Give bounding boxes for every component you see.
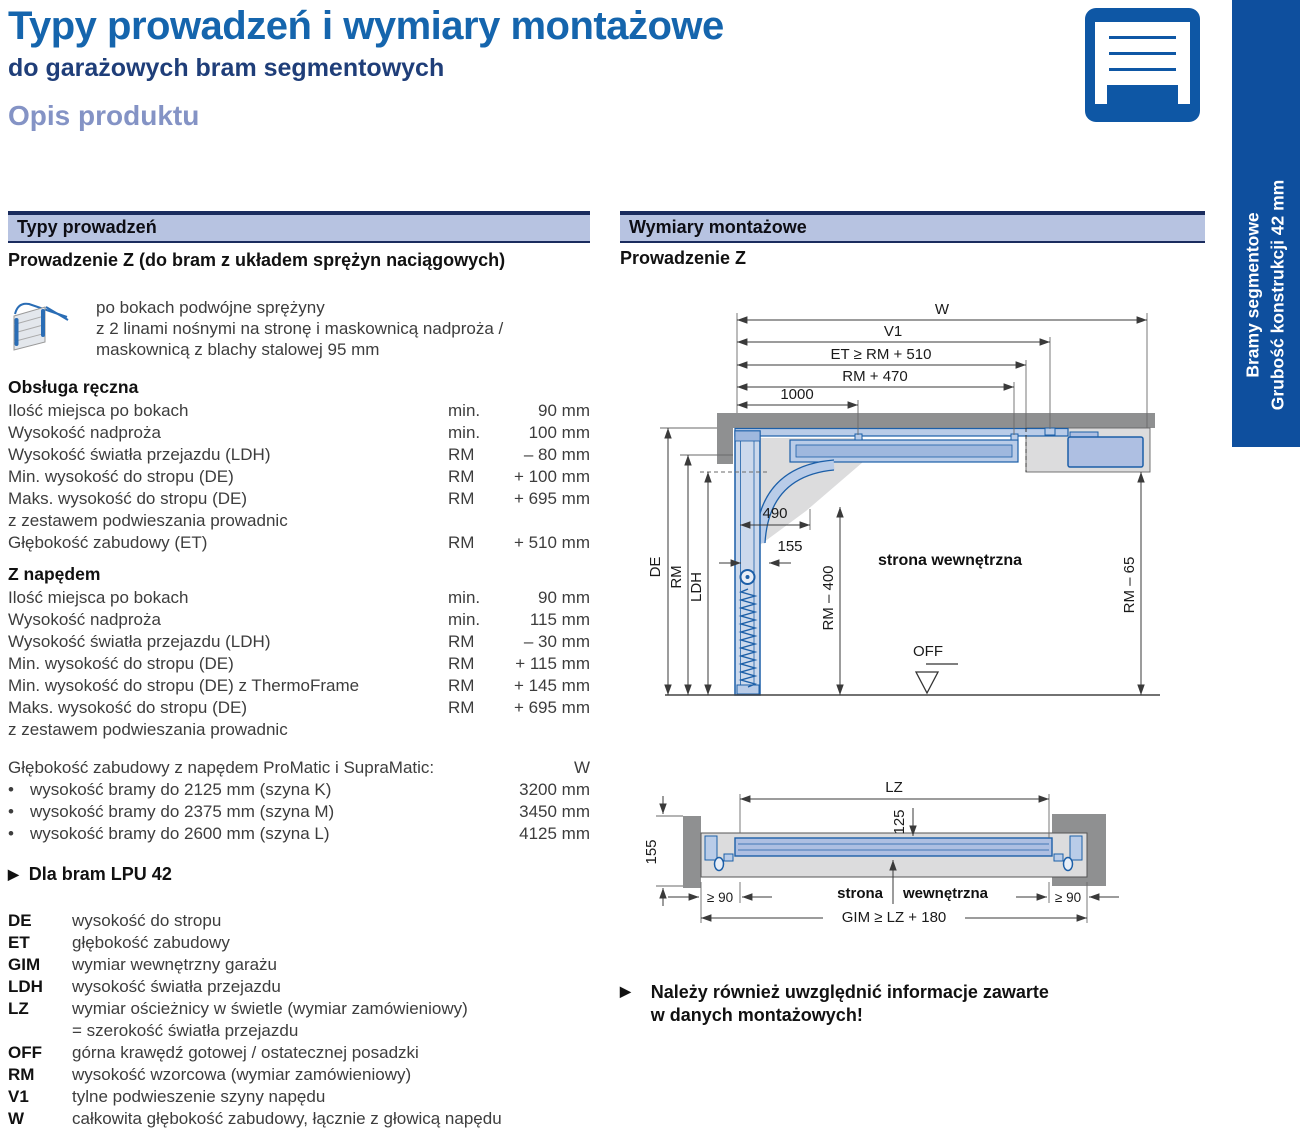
gim-dimension bbox=[701, 903, 1087, 926]
section-title: Opis produktu bbox=[8, 100, 200, 131]
definition-row: LDH wysokość światła przejazdu bbox=[8, 977, 281, 996]
lpu-note: ▶ Dla bram LPU 42 bbox=[8, 864, 172, 884]
table-row: Głębokość zabudowy (ET) RM + 510 mm bbox=[8, 533, 590, 552]
table-row: z zestawem podwieszania prowadnic bbox=[8, 720, 288, 739]
dim-lz: LZ bbox=[885, 779, 903, 796]
bullet-icon: • bbox=[8, 780, 14, 799]
operator-head bbox=[1068, 432, 1143, 467]
intro-text bbox=[96, 297, 503, 360]
side-banner-line1: Bramy segmentowe bbox=[1242, 212, 1263, 378]
dim-rm: RM bbox=[668, 565, 685, 589]
drive-table-title: Z napędem bbox=[8, 564, 101, 584]
footer-note-line1: Należy również uwzględnić informacje zawarte bbox=[650, 982, 1049, 1002]
manual-table bbox=[8, 400, 590, 554]
definition-row: ET głębokość zabudowy bbox=[8, 933, 230, 952]
sectional-door-icon bbox=[1085, 8, 1200, 127]
inner-side-a: strona bbox=[837, 885, 883, 902]
left-column bbox=[8, 211, 590, 1130]
sectional-door-icon-svg bbox=[1085, 8, 1200, 122]
definitions-list bbox=[8, 910, 590, 1130]
bullet-icon: • bbox=[8, 802, 14, 821]
dim-155: 155 bbox=[777, 538, 803, 555]
dim-ge90-right: ≥ 90 bbox=[1054, 890, 1082, 905]
roller bbox=[741, 570, 755, 584]
dim-155-group bbox=[643, 796, 683, 906]
v1-suspension-clamp bbox=[1045, 428, 1055, 435]
definition-row: RM wysokość wzorcowa (wymiar zamówieniowy) bbox=[8, 1065, 412, 1084]
definition-row: W całkowita głębokość zabudowy, łącznie z głowicą napędu bbox=[8, 1109, 502, 1128]
footer-note-text bbox=[651, 981, 1049, 1027]
lintel-wall bbox=[717, 428, 733, 464]
inner-dimensions bbox=[719, 472, 1141, 695]
intro-line1: po bokach podwójne sprężyny bbox=[96, 298, 325, 317]
dim-125-group bbox=[891, 808, 913, 836]
dim-155-plan: 155 bbox=[643, 839, 660, 865]
intro-line3: maskownicą z blachy stalowej 95 mm bbox=[96, 340, 380, 359]
ceiling bbox=[717, 413, 1155, 428]
table-row: Wysokość światła przejazdu (LDH) RM – 30 mm bbox=[8, 632, 590, 651]
definition-row: OFF górna krawędź gotowej / ostatecznej posadzki bbox=[8, 1043, 419, 1062]
table-row: Maks. wysokość do stropu (DE) RM + 695 mm bbox=[8, 489, 590, 508]
dim-rm470: RM + 470 bbox=[842, 368, 908, 385]
right-subheading: Prowadzenie Z bbox=[620, 248, 747, 268]
dim-490: 490 bbox=[762, 505, 788, 522]
depth-bullets bbox=[8, 779, 590, 845]
door-panel-plan bbox=[735, 838, 1052, 856]
left-subheading: Prowadzenie Z (do bram z układem sprężyn naciągowych) bbox=[8, 250, 506, 270]
table-row: Ilość miejsca po bokach min. 90 mm bbox=[8, 588, 590, 607]
table-row: Wysokość nadproża min. 115 mm bbox=[8, 610, 590, 629]
list-item: • wysokość bramy do 2125 mm (szyna K) 3200 mm bbox=[8, 780, 590, 799]
list-item: • wysokość bramy do 2375 mm (szyna M) 3450 mm bbox=[8, 802, 590, 821]
page-subtitle: do garażowych bram segmentowych bbox=[8, 54, 445, 82]
manual-table-title: Obsługa ręczna bbox=[8, 377, 139, 397]
definition-row: GIM wymiar wewnętrzny garażu bbox=[8, 955, 278, 974]
dim-v1: V1 bbox=[883, 323, 903, 340]
side-view-diagram bbox=[620, 295, 1205, 715]
dim-w: W bbox=[934, 301, 950, 318]
table-row: z zestawem podwieszania prowadnic bbox=[8, 511, 288, 530]
depth-heading-row bbox=[8, 757, 590, 779]
side-banner-line2: Grubość konstrukcji 42 mm bbox=[1268, 179, 1288, 411]
page-title: Typy prowadzeń i wymiary montażowe bbox=[8, 4, 724, 48]
table-row: Maks. wysokość do stropu (DE) RM + 695 mm bbox=[8, 698, 590, 717]
table-row: Min. wysokość do stropu (DE) RM + 115 mm bbox=[8, 654, 590, 673]
right-column bbox=[620, 211, 1205, 1126]
dim-125: 125 bbox=[891, 809, 908, 835]
left-section-bar: Typy prowadzeń bbox=[8, 211, 590, 243]
off-label: OFF bbox=[913, 643, 943, 660]
side-banner bbox=[1232, 0, 1300, 447]
list-item: • wysokość bramy do 2600 mm (szyna L) 4125 mm bbox=[8, 824, 590, 843]
side-banner-text bbox=[1241, 180, 1292, 411]
table-row: Ilość miejsca po bokach min. 90 mm bbox=[8, 401, 590, 420]
definition-row: LZ wymiar ościeżnicy w świetle (wymiar zamówieniowy) bbox=[8, 999, 468, 1018]
definition-row: DE wysokość do stropu bbox=[8, 911, 222, 930]
depth-heading: Głębokość zabudowy z napędem ProMatic i SupraMatic: bbox=[8, 758, 435, 777]
intro-row bbox=[8, 297, 590, 360]
dim-1000: 1000 bbox=[780, 386, 814, 403]
definition-row: V1 tylne podwieszenie szyny napędu bbox=[8, 1087, 326, 1106]
dim-et: ET ≥ RM + 510 bbox=[830, 346, 932, 363]
footer-note-line2: w danych montażowych! bbox=[650, 1005, 863, 1025]
table-row: Min. wysokość do stropu (DE) z ThermoFrame RM + 145 mm bbox=[8, 676, 590, 695]
depth-heading-value: W bbox=[573, 758, 590, 777]
dim-de: DE bbox=[647, 556, 664, 578]
dim-ge90-left: ≥ 90 bbox=[706, 890, 734, 905]
z-track-door-icon bbox=[8, 297, 70, 356]
definition-row: = szerokość światła przejazdu bbox=[72, 1021, 299, 1040]
dim-ldh: LDH bbox=[688, 571, 705, 603]
footer-note bbox=[620, 981, 1049, 1027]
inner-side-b: wewnętrzna bbox=[903, 885, 989, 902]
drive-table bbox=[8, 587, 590, 741]
bullet-icon: • bbox=[8, 824, 14, 843]
intro-line2: z 2 linami nośnymi na stronę i maskownicą nadproża / bbox=[96, 319, 504, 338]
inner-side-label: strona wewnętrzna bbox=[877, 552, 1023, 569]
right-section-bar: Wymiary montażowe bbox=[620, 211, 1205, 243]
table-row: Min. wysokość do stropu (DE) RM + 100 mm bbox=[8, 467, 590, 486]
table-row: Wysokość światła przejazdu (LDH) RM – 80 mm bbox=[8, 445, 590, 464]
dim-rm400: RM – 400 bbox=[820, 565, 837, 631]
dim-rm65: RM – 65 bbox=[1121, 556, 1138, 614]
dim-gim: GIM ≥ LZ + 180 bbox=[841, 909, 947, 926]
triangle-marker-icon: ▶ bbox=[620, 983, 631, 999]
off-marker bbox=[913, 643, 958, 693]
table-row: Wysokość nadproża min. 100 mm bbox=[8, 423, 590, 442]
plan-view-diagram bbox=[620, 770, 1205, 945]
triangle-marker-icon: ▶ bbox=[8, 866, 19, 882]
